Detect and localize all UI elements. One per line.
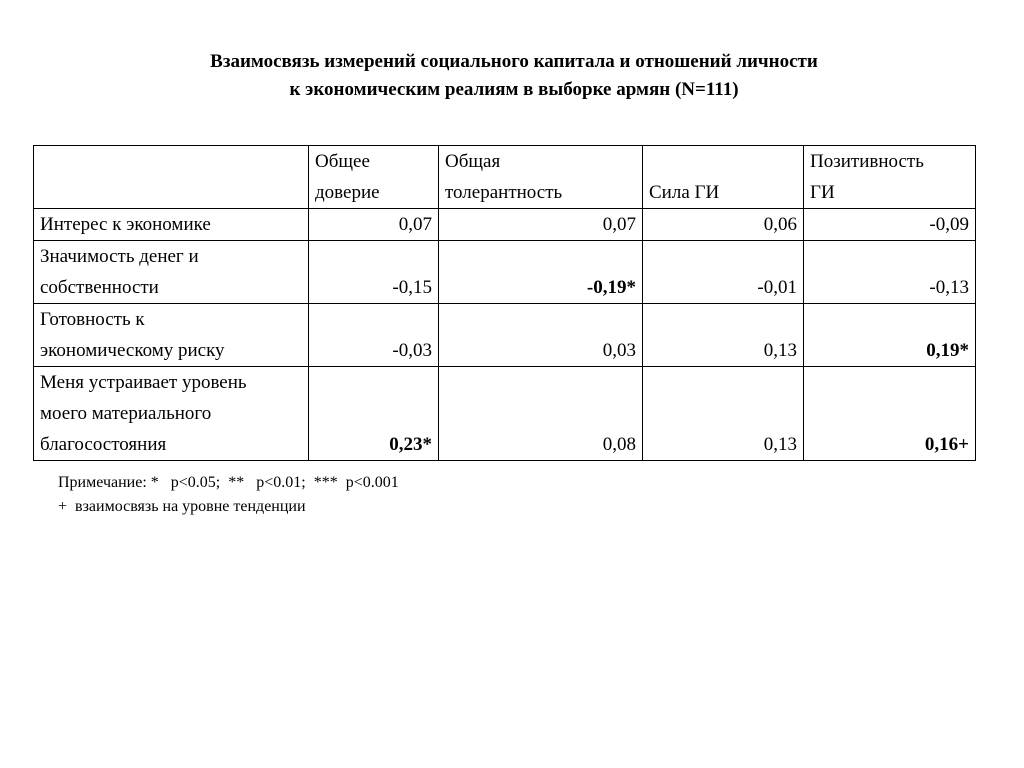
table-row bbox=[34, 209, 976, 241]
table-row bbox=[34, 367, 976, 461]
note-significance-levels: Примечание: * p<0.05; ** p<0.01; *** p<0.001 bbox=[58, 474, 399, 491]
title-line-2: к экономическим реалиям в выборке армян (N=111) bbox=[289, 79, 739, 100]
table-title bbox=[0, 48, 1024, 104]
value-cell-significant: 0,19* bbox=[804, 304, 976, 367]
header-cell-strength: Сила ГИ bbox=[643, 146, 804, 209]
table-row bbox=[34, 241, 976, 304]
row-label: Интерес к экономике bbox=[34, 209, 309, 241]
value-cell: -0,09 bbox=[804, 209, 976, 241]
value-cell: -0,01 bbox=[643, 241, 804, 304]
value-cell: -0,03 bbox=[309, 304, 439, 367]
title-line-1: Взаимосвязь измерений социального капитала и отношений личности bbox=[210, 51, 818, 72]
value-cell-significant: 0,23* bbox=[309, 367, 439, 461]
correlation-table bbox=[33, 145, 976, 461]
value-cell: -0,15 bbox=[309, 241, 439, 304]
table-note bbox=[58, 471, 399, 519]
header-cell-positivity: Позитивность ГИ bbox=[804, 146, 976, 209]
value-cell: 0,07 bbox=[439, 209, 643, 241]
value-cell: 0,08 bbox=[439, 367, 643, 461]
value-cell: 0,13 bbox=[643, 304, 804, 367]
value-cell: 0,07 bbox=[309, 209, 439, 241]
row-label: Значимость денег и собственности bbox=[34, 241, 309, 304]
header-row bbox=[34, 146, 976, 209]
value-cell: 0,13 bbox=[643, 367, 804, 461]
value-cell: 0,03 bbox=[439, 304, 643, 367]
value-cell-significant: 0,16+ bbox=[804, 367, 976, 461]
note-tendency: + взаимосвязь на уровне тенденции bbox=[58, 498, 306, 515]
header-cell-tolerance: Общая толерантность bbox=[439, 146, 643, 209]
table-row bbox=[34, 304, 976, 367]
row-label: Меня устраивает уровень моего материального благосостояния bbox=[34, 367, 309, 461]
value-cell: 0,06 bbox=[643, 209, 804, 241]
row-label: Готовность к экономическому риску bbox=[34, 304, 309, 367]
value-cell-significant: -0,19* bbox=[439, 241, 643, 304]
value-cell: -0,13 bbox=[804, 241, 976, 304]
header-cell-trust: Общее доверие bbox=[309, 146, 439, 209]
header-cell-empty bbox=[34, 146, 309, 209]
